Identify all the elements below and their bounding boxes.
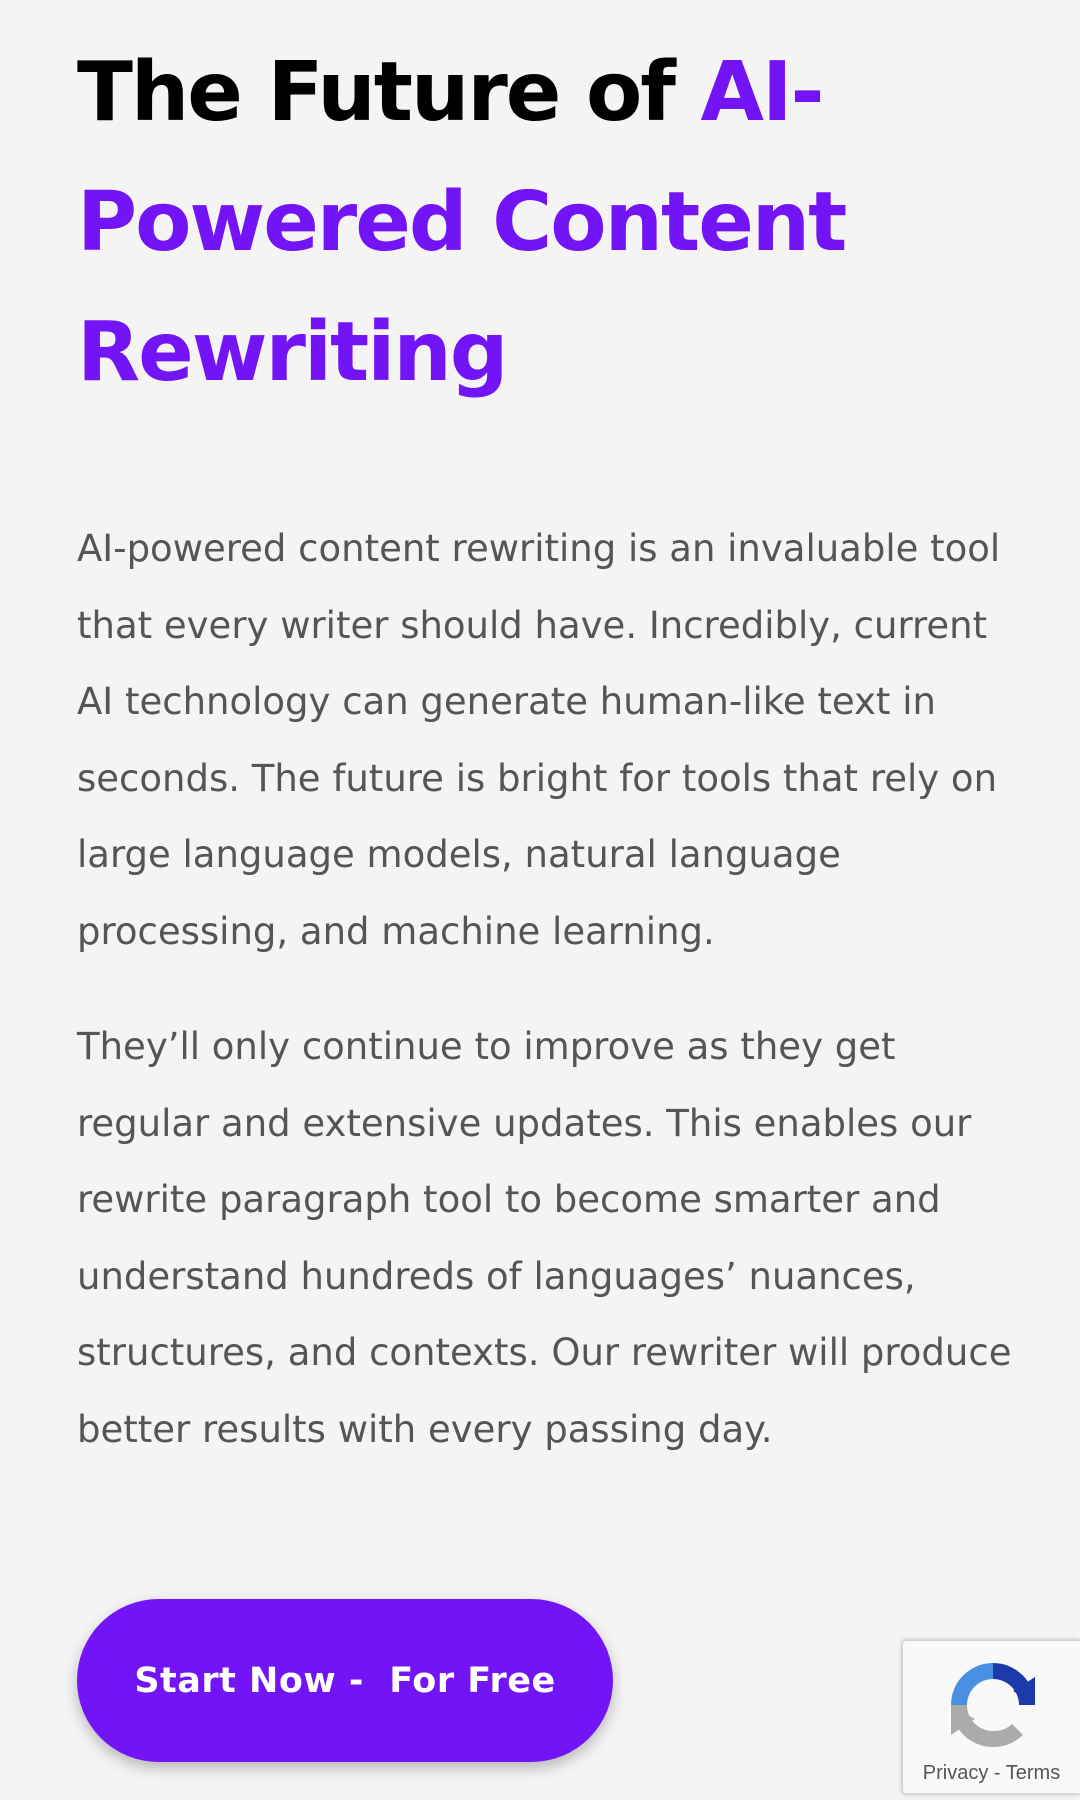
title-accent-text: AI-Powered Content Rewriting	[77, 45, 846, 400]
title-plain-text: The Future of	[77, 45, 701, 140]
recaptcha-badge[interactable]	[902, 1640, 1080, 1794]
main-content	[77, 0, 1017, 1468]
recaptcha-links	[903, 1762, 1080, 1785]
recaptcha-logo-icon	[943, 1655, 1043, 1755]
links-separator: -	[988, 1762, 1006, 1784]
body-paragraph-1: AI-powered content rewriting is an invaluable tool that every writer should have. Incredibly, current AI technology can generate human-like text in seconds. The future is bright for tools that rely on large language models, natural language processing, and machine learning.	[77, 527, 1001, 953]
body-paragraph-2: They’ll only continue to improve as they get regular and extensive updates. This enables our rewrite paragraph tool to become smarter and understand hundreds of languages’ nuances, structures, and contexts. Our rewriter will produce better results with every passing day.	[77, 1025, 1012, 1451]
start-now-button[interactable]: Start Now - For Free	[77, 1599, 613, 1762]
terms-link[interactable]: Terms	[1005, 1762, 1061, 1784]
page-title	[77, 28, 897, 418]
privacy-link[interactable]: Privacy	[922, 1762, 989, 1784]
